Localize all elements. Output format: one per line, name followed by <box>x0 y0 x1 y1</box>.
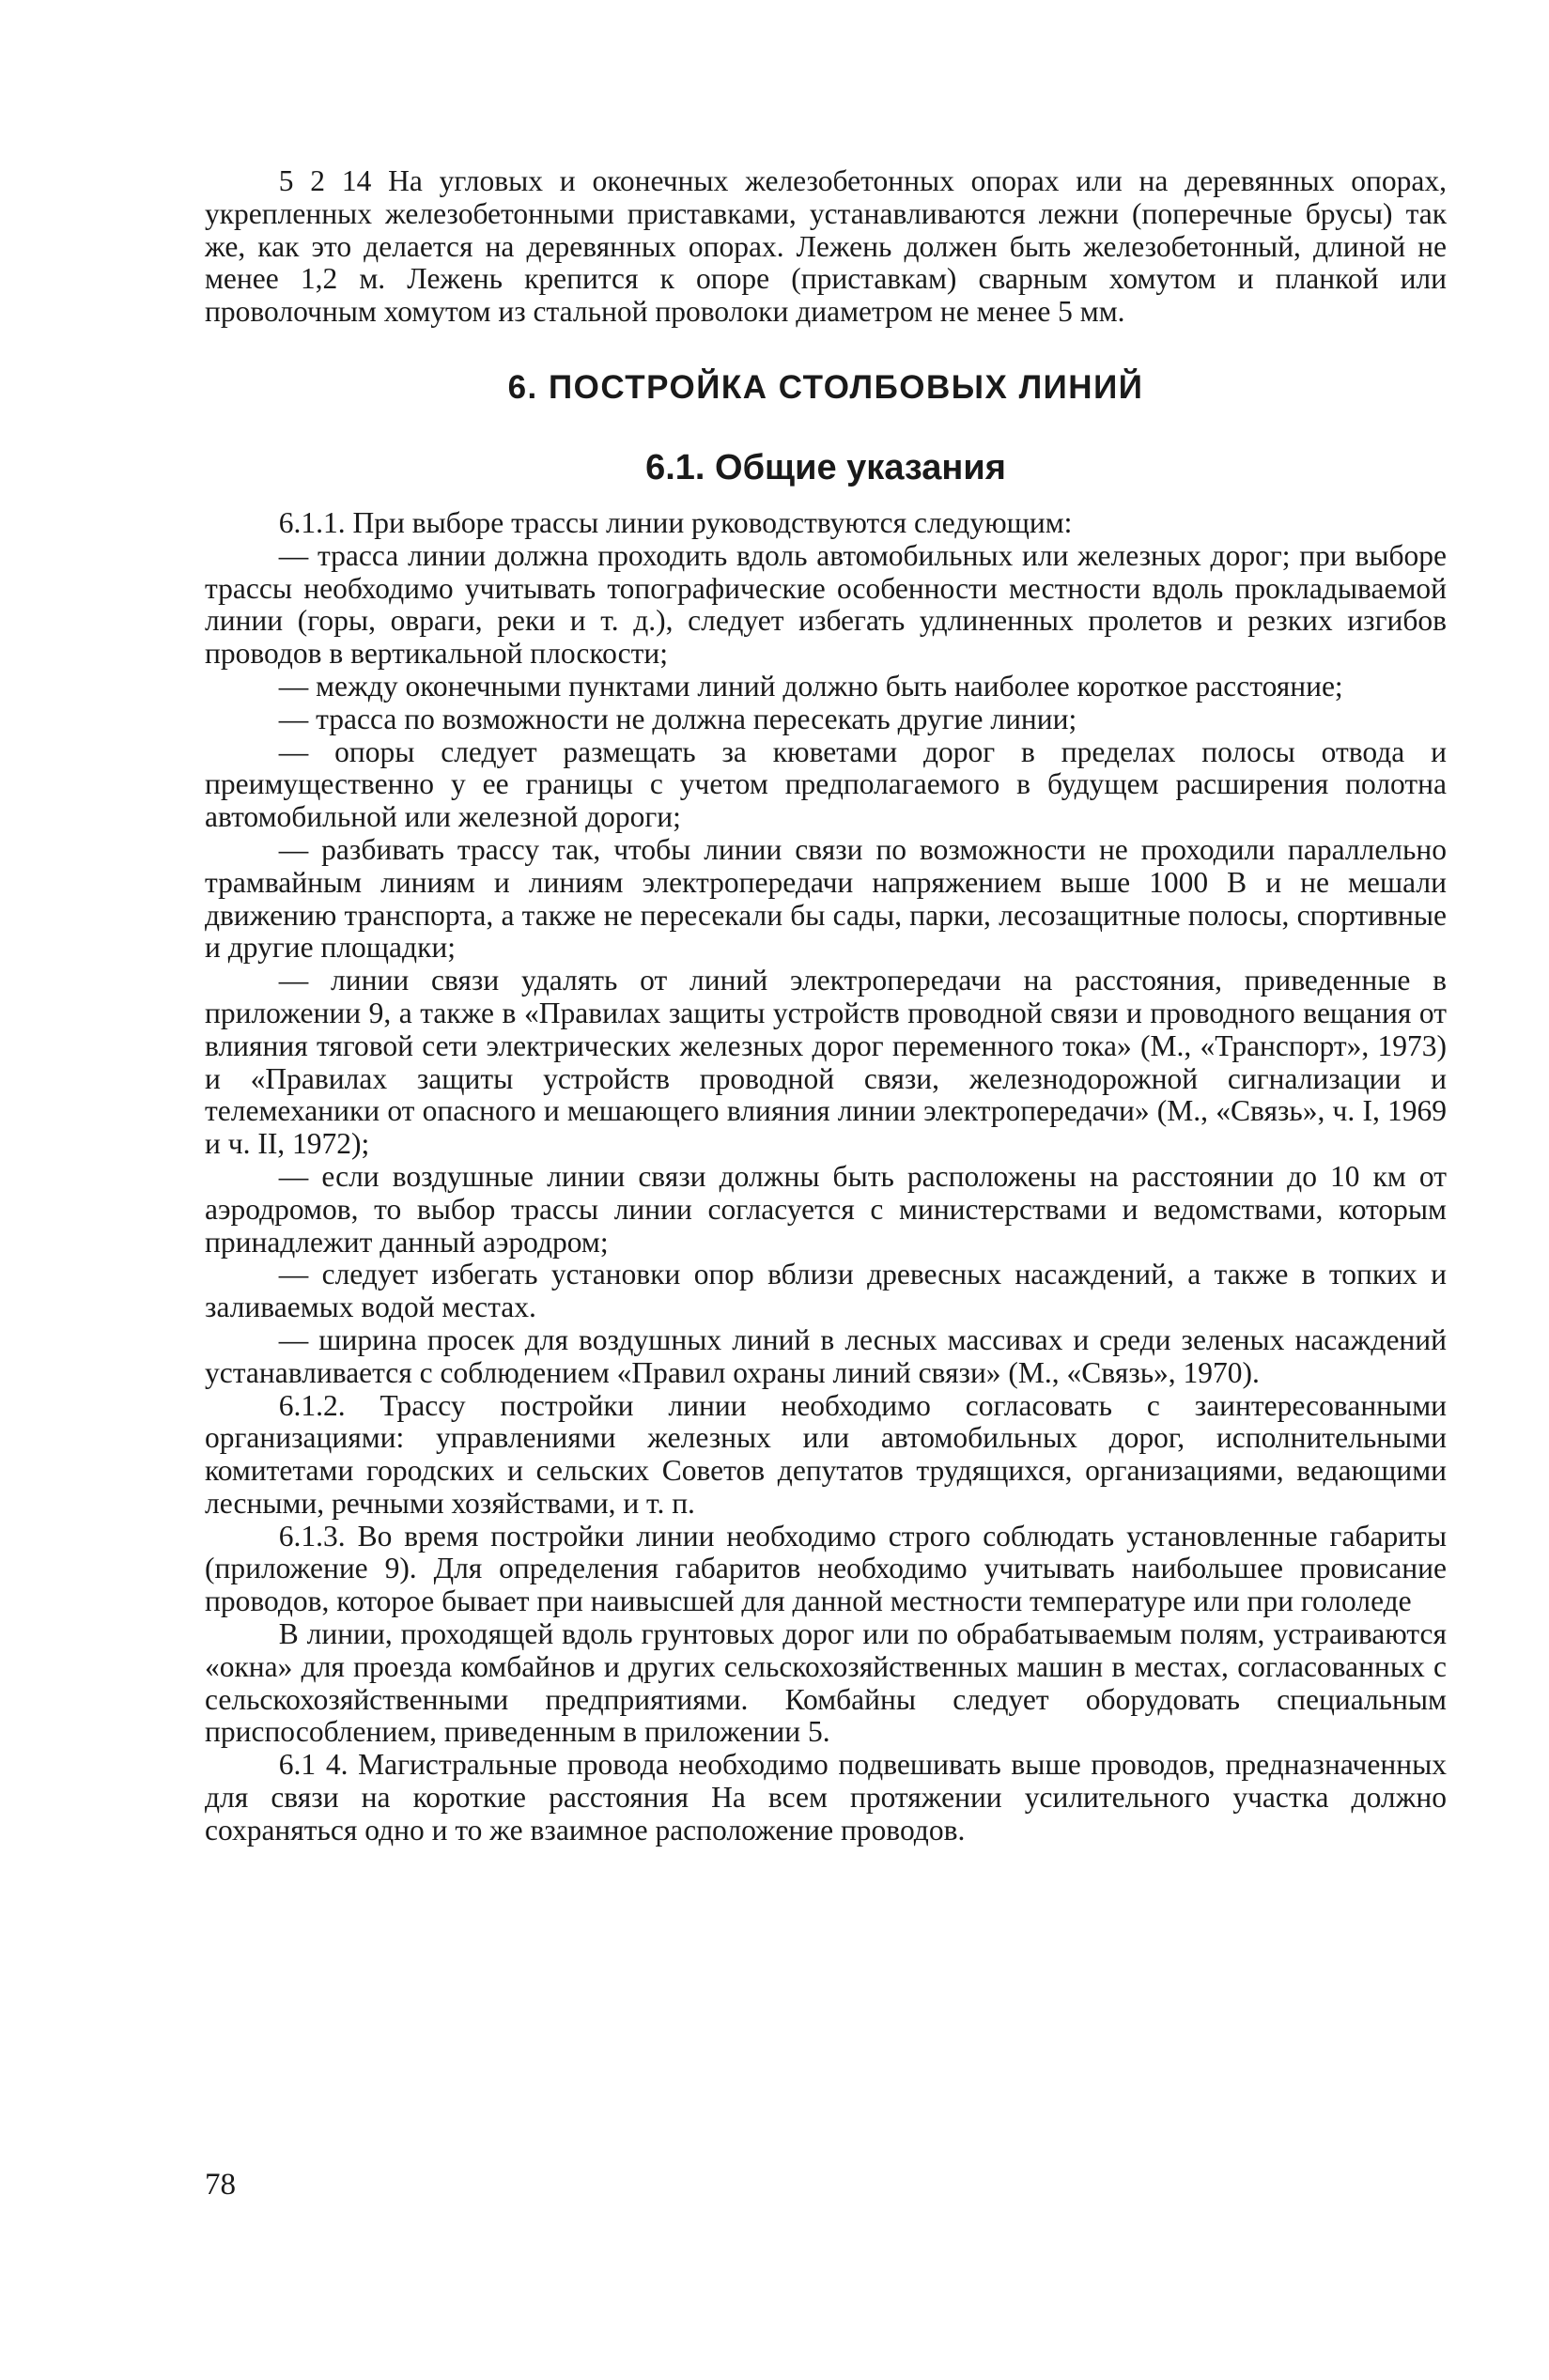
section-heading: 6.1. Общие указания <box>645 447 1006 487</box>
list-item: — трасса линии должна проходить вдоль автомобильных или железных дорог; при выборе трассы необходимо учитывать топографические особенности местности вдоль прокладываемой линии (горы, овраги, реки и т. д.), следует избегать удлиненных пролетов и резких изгибов проводов в вертикальной плоскости; <box>205 538 1447 671</box>
paragraph-6-1-3: 6.1.3. Во время постройки линии необходимо строго соблюдать установленные габариты (приложение 9). Для определения габаритов необходимо учитывать наибольшее провисание проводов, которое бывает при наивысшей для данной местности температуре или при гололеде <box>205 1519 1447 1618</box>
list-item: — опоры следует размещать за кюветами дорог в пределах полосы отвода и преимущественно у ее границы с учетом предполагаемого в будущем расширения полотна автомобильной или железной дороги; <box>205 734 1447 834</box>
list-item: — если воздушные линии связи должны быть расположены на расстоянии до 10 км от аэродромов, то выбор трассы линии согласуется с министерствами и ведомствами, которым принадлежит данный аэродром; <box>205 1159 1447 1259</box>
page-content <box>205 165 1447 1847</box>
page-number: 78 <box>205 2168 236 2202</box>
list-item: — трасса по возможности не должна пересекать другие линии; <box>278 702 1077 735</box>
paragraph-5-2-14: 5 2 14 На угловых и оконечных железобетонных опорах или на деревянных опорах, укрепленных железобетонными приставками, устанавливаются лежни (поперечные брусы) так же, как это делается на деревянных опорах. Лежень должен быть железобетонный, длиной не менее 1,2 м. Лежень крепится к опоре (приставкам) сварным хомутом и планкой или проволочным хомутом из стальной проволоки диаметром не менее 5 мм. <box>205 164 1447 329</box>
chapter-heading: 6. ПОСТРОЙКА СТОЛБОВЫХ ЛИНИЙ <box>507 368 1144 406</box>
list-item: — ширина просек для воздушных линий в лесных массивах и среди зеленых насаждений устанавливается с соблюдением «Правил охраны линий связи» (М., «Связь», 1970). <box>205 1322 1447 1389</box>
paragraph-6-1-1-intro: 6.1.1. При выборе трассы линии руководствуются следующим: <box>278 505 1073 539</box>
list-item: — между оконечными пунктами линий должно быть наиболее короткое расстояние; <box>278 669 1343 703</box>
paragraph-6-1-4: 6.1 4. Магистральные провода необходимо подвешивать выше проводов, предназначенных для связи на короткие расстояния На всем протяжении усилительного участка должно сохраняться одно и то же взаимное расположение проводов. <box>205 1748 1447 1847</box>
paragraph-6-1-3-continued: В линии, проходящей вдоль грунтовых дорог или по обрабатываемым полям, устраиваются «окна» для проезда комбайнов и других сельскохозяйственных машин в местах, согласованных с сельскохозяйственными предприятиями. Комбайны следует оборудовать специальным приспособлением, приведенным в приложении 5. <box>205 1617 1447 1749</box>
paragraph-6-1-2: 6.1.2. Трассу постройки линии необходимо согласовать с заинтересованными организациями: управлениями железных или автомобильных дорог, исполнительными комитетами городских и сельских Советов депутатов трудящихся, организациями, ведающими лесными, речными хозяйствами, и т. п. <box>205 1388 1447 1520</box>
list-item: — линии связи удалять от линий электропередачи на расстояния, приведенные в приложении 9, а также в «Правилах защиты устройств проводной связи и проводного вещания от влияния тяговой сети электрических железных дорог переменного тока» (М., «Транспорт», 1973) и «Правилах защиты устройств проводной связи, железнодорожной сигнализации и телемеханики от опасного и мешающего влияния линии электропередачи» (М., «Связь», ч. I, 1969 и ч. II, 1972); <box>205 964 1447 1161</box>
list-item: — разбивать трассу так, чтобы линии связи по возможности не проходили параллельно трамвайным линиям и линиям электропередачи напряжением выше 1000 В и не мешали движению транспорта, а также не пересекали бы сады, парки, лесозащитные полосы, спортивные и другие площадки; <box>205 832 1447 965</box>
list-item: — следует избегать установки опор вблизи древесных насаждений, а также в топких и заливаемых водой местах. <box>205 1258 1447 1324</box>
